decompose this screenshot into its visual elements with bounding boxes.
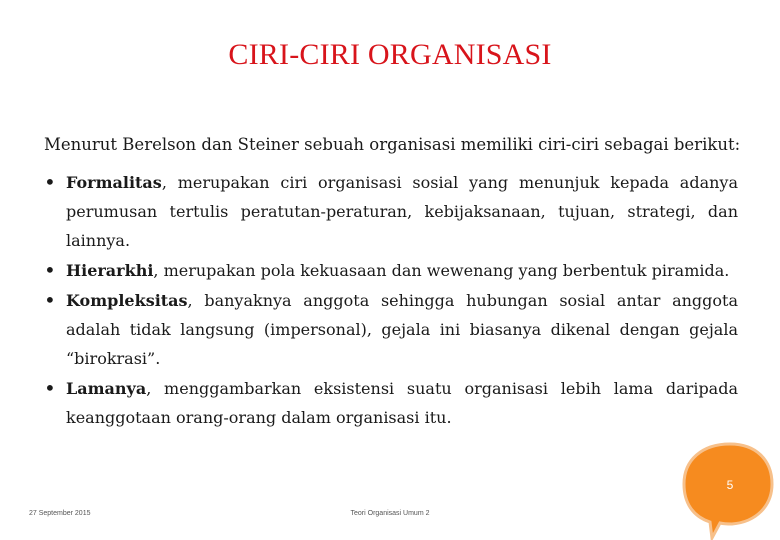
footer-title: Teori Organisasi Umum 2 [350, 510, 430, 517]
bullet-text: , merupakan pola kekuasaan dan wewenang yang berbentuk piramida. [153, 261, 730, 280]
bullet-term: Kompleksitas [66, 291, 188, 310]
bullet-term: Formalitas [66, 173, 162, 192]
slide-title: CIRI-CIRI ORGANISASI [228, 38, 552, 71]
bullet-icon: • [44, 258, 56, 282]
bullet-item-kompleksitas [44, 286, 738, 373]
bullet-item-hierarkhi [44, 256, 738, 285]
bullet-icon: • [44, 376, 56, 400]
bullet-text: , merupakan ciri organisasi sosial yang menunjuk kepada adanya perumusan tertulis peratutan-peraturan, kebijaksanaan, tujuan, strategi, dan lainnya. [66, 173, 738, 250]
bullet-icon: • [44, 288, 56, 312]
intro-text: Menurut Berelson dan Steiner sebuah organisasi memiliki ciri-ciri sebagai berikut: [44, 135, 741, 154]
bullet-term: Hierarkhi [66, 261, 154, 280]
footer-date: 27 September 2015 [29, 510, 91, 517]
bullet-item-formalitas [44, 168, 738, 255]
bullet-icon: • [44, 170, 56, 194]
bullet-item-lamanya [44, 374, 738, 432]
bullet-text: , banyaknya anggota sehingga hubungan sosial antar anggota adalah tidak langsung (impersonal), gejala ini biasanya dikenal dengan gejala “birokrasi”. [66, 291, 738, 368]
page-number: 5 [726, 478, 734, 492]
bullet-term: Lamanya [66, 379, 147, 398]
bullet-list [44, 168, 738, 433]
bullet-text: , menggambarkan eksistensi suatu organisasi lebih lama daripada keanggotaan orang-orang dalam organisasi itu. [66, 379, 738, 427]
